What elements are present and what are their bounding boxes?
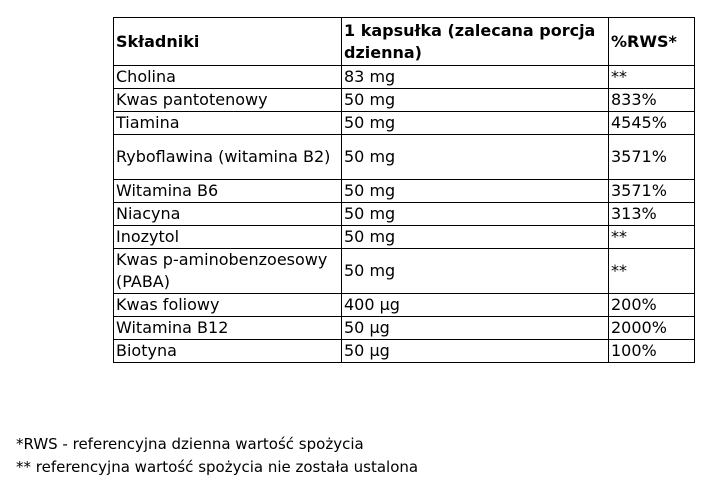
ingredient-cell: Kwas foliowy xyxy=(114,294,342,317)
table-row xyxy=(114,89,695,112)
amount-cell: 50 mg xyxy=(342,180,609,203)
amount-cell: 50 mg xyxy=(342,249,609,294)
rws-cell: ** xyxy=(609,226,695,249)
rws-cell: 4545% xyxy=(609,112,695,135)
table-row xyxy=(114,294,695,317)
table-row xyxy=(114,340,695,363)
table-row xyxy=(114,249,695,294)
rws-cell: 2000% xyxy=(609,317,695,340)
ingredient-cell: Niacyna xyxy=(114,203,342,226)
ingredient-cell: Inozytol xyxy=(114,226,342,249)
ingredient-cell: Ryboflawina (witamina B2) xyxy=(114,135,342,180)
rws-cell: 3571% xyxy=(609,135,695,180)
table-row xyxy=(114,112,695,135)
table-row xyxy=(114,203,695,226)
rws-cell: 200% xyxy=(609,294,695,317)
footnote-not-established: ** referencyjna wartość spożycia nie została ustalona xyxy=(16,458,419,476)
header-amount: 1 kapsułka (zalecana porcja dzienna) xyxy=(342,18,609,66)
amount-cell: 50 µg xyxy=(342,317,609,340)
ingredient-cell: Biotyna xyxy=(114,340,342,363)
ingredients-table-container xyxy=(113,17,695,363)
ingredient-cell: Kwas pantotenowy xyxy=(114,89,342,112)
rws-cell: 3571% xyxy=(609,180,695,203)
rws-cell: 833% xyxy=(609,89,695,112)
footnotes xyxy=(16,433,418,479)
amount-cell: 50 mg xyxy=(342,203,609,226)
rws-cell: ** xyxy=(609,249,695,294)
table-row xyxy=(114,226,695,249)
ingredient-cell: Cholina xyxy=(114,66,342,89)
header-ingredient: Składniki xyxy=(114,18,342,66)
rws-cell: 313% xyxy=(609,203,695,226)
table-row xyxy=(114,180,695,203)
table-row xyxy=(114,66,695,89)
amount-cell: 50 µg xyxy=(342,340,609,363)
header-rws: %RWS* xyxy=(609,18,695,66)
amount-cell: 50 mg xyxy=(342,112,609,135)
ingredient-cell: Kwas p-aminobenzoesowy (PABA) xyxy=(114,249,342,294)
rws-cell: 100% xyxy=(609,340,695,363)
amount-cell: 50 mg xyxy=(342,226,609,249)
amount-cell: 50 mg xyxy=(342,89,609,112)
ingredient-cell: Tiamina xyxy=(114,112,342,135)
table-row xyxy=(114,135,695,180)
ingredient-cell: Witamina B12 xyxy=(114,317,342,340)
amount-cell: 83 mg xyxy=(342,66,609,89)
table-header-row xyxy=(114,18,695,66)
rws-cell: ** xyxy=(609,66,695,89)
footnote-rws: *RWS - referencyjna dzienna wartość spożycia xyxy=(16,435,364,453)
ingredient-cell: Witamina B6 xyxy=(114,180,342,203)
ingredients-table xyxy=(113,17,695,363)
table-row xyxy=(114,317,695,340)
amount-cell: 400 µg xyxy=(342,294,609,317)
amount-cell: 50 mg xyxy=(342,135,609,180)
